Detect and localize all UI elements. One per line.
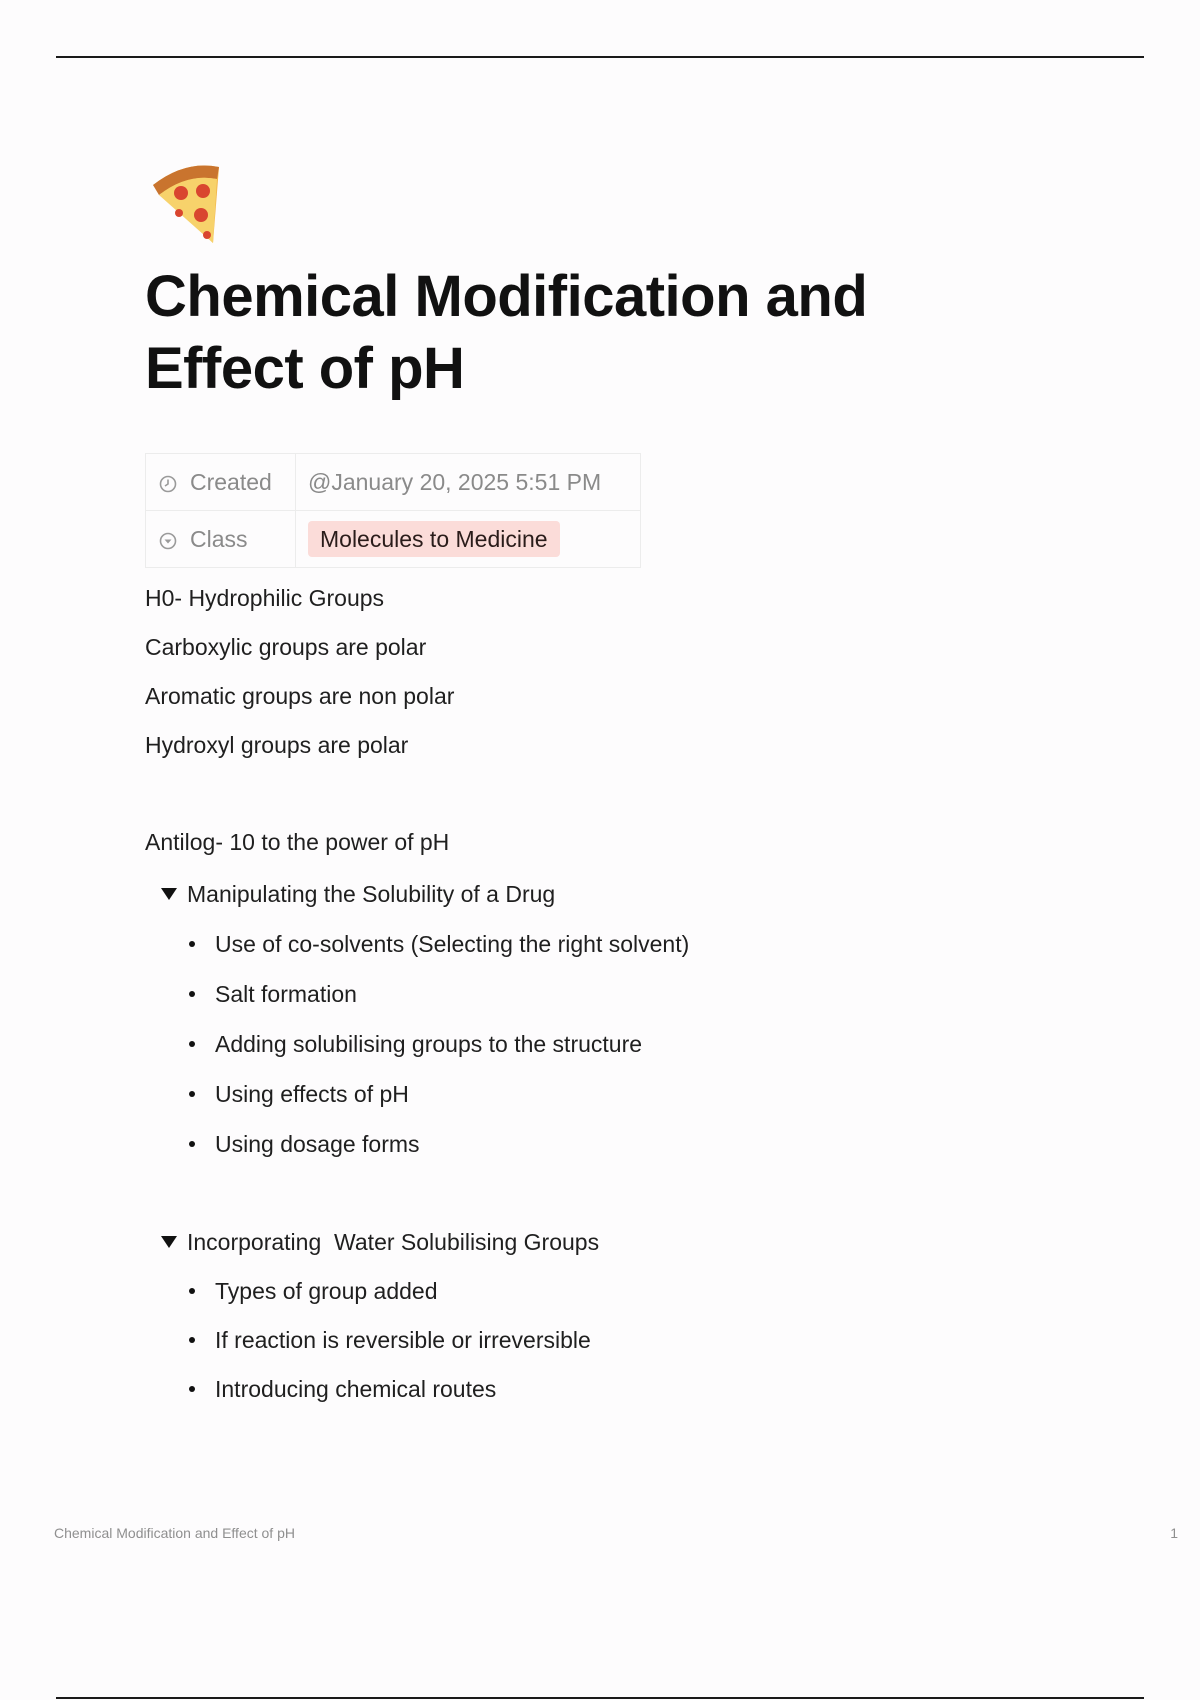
list-item-text: If reaction is reversible or irreversible: [215, 1327, 591, 1353]
property-row-class: [146, 511, 641, 568]
bullet-list: [161, 1277, 1045, 1403]
list-item-text: Adding solubilising groups to the structure: [215, 1031, 643, 1057]
text-line: Hydroxyl groups are polar: [145, 732, 409, 758]
top-divider: [56, 56, 1144, 58]
property-key-class[interactable]: [146, 511, 296, 568]
property-row-created: [146, 454, 641, 511]
bullet-icon: [189, 1141, 195, 1147]
toggle-block-solubility: [161, 880, 1045, 1158]
select-icon: [158, 531, 178, 551]
footer-page-number: 1: [1170, 1525, 1178, 1541]
list-item: [189, 1277, 1045, 1305]
bullet-icon: [189, 1091, 195, 1097]
list-item: [189, 1080, 1045, 1108]
property-key-created[interactable]: [146, 454, 296, 511]
bullet-icon: [189, 941, 195, 947]
toggle-heading-label: Incorporating Water Solubilising Groups: [187, 1229, 600, 1255]
property-key-label: Class: [190, 525, 248, 552]
list-item-text: Types of group added: [215, 1278, 438, 1304]
list-item: [189, 1030, 1045, 1058]
list-item: [189, 930, 1045, 958]
list-item-text: Using dosage forms: [215, 1131, 420, 1157]
toggle-heading-label: Manipulating the Solubility of a Drug: [187, 881, 556, 907]
page-title-line-1: Chemical Modification and: [145, 264, 868, 329]
page-content: [145, 155, 1045, 1403]
bullet-icon: [189, 991, 195, 997]
list-item-text: Using effects of pH: [215, 1081, 409, 1107]
list-item: [189, 1130, 1045, 1158]
bullet-icon: [189, 1337, 195, 1343]
class-tag[interactable]: Molecules to Medicine: [308, 521, 560, 557]
list-item: [189, 1375, 1045, 1403]
toggle-block-water-solubilising: [161, 1228, 1045, 1403]
bullet-list: [161, 930, 1045, 1158]
clock-icon: [158, 474, 178, 494]
text-line: Carboxylic groups are polar: [145, 634, 427, 660]
list-item: [189, 980, 1045, 1008]
list-item-text: Salt formation: [215, 981, 357, 1007]
pizza-icon: [145, 155, 225, 245]
toggle-triangle-icon[interactable]: [161, 1236, 177, 1248]
list-item-text: Use of co-solvents (Selecting the right solvent): [215, 931, 690, 957]
property-value-class[interactable]: [296, 511, 641, 568]
properties-table: [145, 453, 641, 568]
property-key-label: Created: [190, 468, 272, 495]
toggle-heading[interactable]: [161, 880, 1045, 908]
bullet-icon: [189, 1041, 195, 1047]
bullet-icon: [189, 1288, 195, 1294]
text-line: Aromatic groups are non polar: [145, 683, 455, 709]
text-line: H0- Hydrophilic Groups: [145, 585, 385, 611]
page-title-line-2: Effect of pH: [145, 336, 465, 401]
toggle-triangle-icon[interactable]: [161, 888, 177, 900]
footer-title: Chemical Modification and Effect of pH: [54, 1525, 295, 1541]
toggle-heading[interactable]: [161, 1228, 1045, 1256]
list-item: [189, 1326, 1045, 1354]
property-value-created[interactable]: @January 20, 2025 5:51 PM: [296, 454, 641, 511]
page-title: [145, 261, 1045, 405]
list-item-text: Introducing chemical routes: [215, 1376, 497, 1402]
bullet-icon: [189, 1386, 195, 1392]
text-line: Antilog- 10 to the power of pH: [145, 829, 450, 855]
bottom-divider: [56, 1697, 1144, 1699]
